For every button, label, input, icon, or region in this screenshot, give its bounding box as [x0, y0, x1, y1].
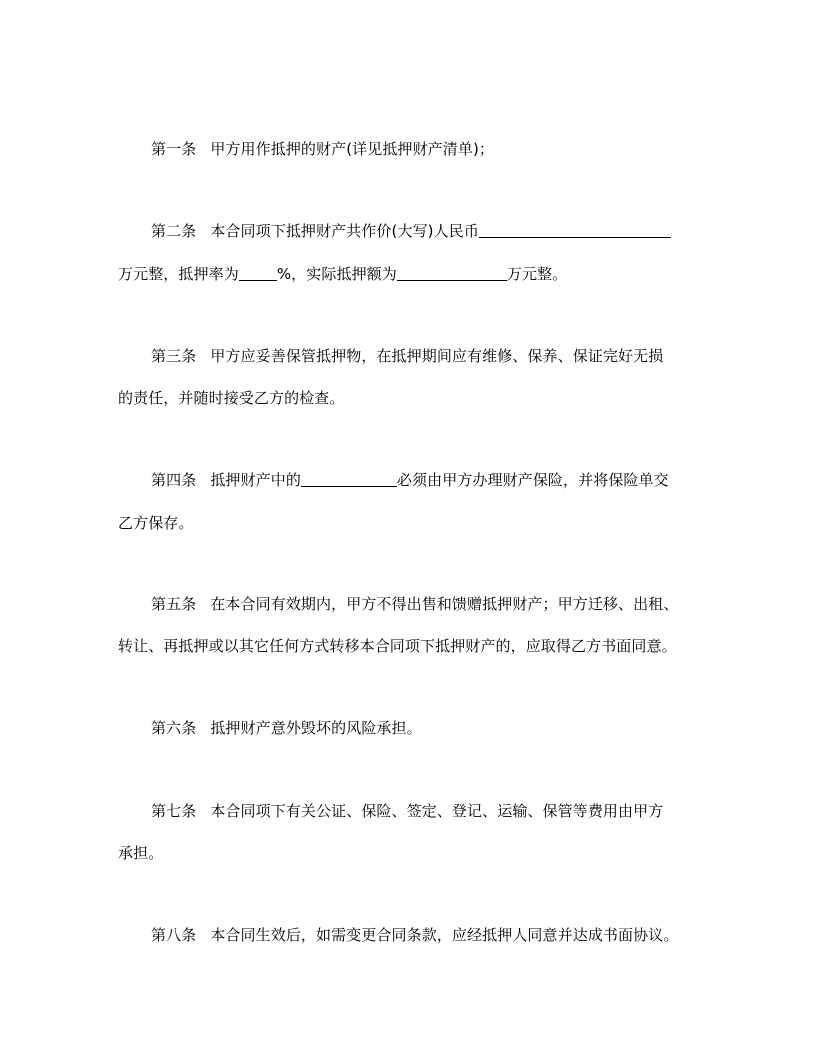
article-6-line-1 [151, 716, 422, 740]
fill-in-blank [239, 264, 277, 281]
article-number: 第二条 [151, 222, 197, 240]
fill-in-blank [397, 264, 507, 281]
article-text: 甲方用作抵押的财产(详见抵押财产清单)； [210, 140, 495, 158]
article-text: 本合同项下有关公证、保险、签定、登记、运输、保管等费用由甲方 [210, 802, 664, 820]
article-4-line-1 [151, 468, 669, 492]
article-3-line-1 [151, 344, 663, 368]
article-number: 第四条 [151, 471, 197, 489]
article-text: 乙方保存。 [118, 514, 194, 532]
article-number: 第七条 [151, 802, 197, 820]
article-8-line-1 [151, 923, 678, 947]
article-number: 第一条 [151, 140, 197, 158]
article-7-line-2 [118, 841, 163, 865]
article-text: 抵押财产中的 [210, 471, 301, 489]
fill-in-blank [301, 470, 397, 487]
article-text: 转让、再抵押或以其它任何方式转移本合同项下抵押财产的，应取得乙方书面同意。 [118, 637, 677, 655]
article-text: 承担。 [118, 844, 164, 862]
article-number: 第五条 [151, 595, 197, 613]
article-3-line-2 [118, 386, 345, 410]
fill-in-blank [479, 221, 671, 238]
article-number: 第三条 [151, 347, 197, 365]
article-text: %，实际抵押额为 [276, 265, 397, 283]
article-5-line-1 [151, 592, 678, 616]
article-text: 本合同项下抵押财产共作价(大写)人民币 [210, 222, 479, 240]
article-1-line-1 [151, 137, 494, 161]
article-4-line-2 [118, 511, 194, 535]
article-text: 万元整，抵押率为 [118, 265, 239, 283]
article-5-line-2 [118, 634, 677, 658]
article-text: 本合同生效后，如需变更合同条款，应经抵押人同意并达成书面协议。 [210, 926, 679, 944]
article-number: 第六条 [151, 719, 197, 737]
article-7-line-1 [151, 799, 663, 823]
article-text: 的责任，并随时接受乙方的检查。 [118, 389, 345, 407]
article-number: 第八条 [151, 926, 197, 944]
article-text: 甲方应妥善保管抵押物，在抵押期间应有维修、保养、保证完好无损 [210, 347, 664, 365]
article-text: 万元整。 [506, 265, 568, 283]
article-2-line-2 [118, 262, 567, 286]
article-2-line-1 [151, 219, 671, 243]
article-text: 必须由甲方办理财产保险，并将保险单交 [396, 471, 669, 489]
article-text: 抵押财产意外毁坏的风险承担。 [210, 719, 422, 737]
article-text: 在本合同有效期内，甲方不得出售和馈赠抵押财产；甲方迁移、出租、 [210, 595, 679, 613]
